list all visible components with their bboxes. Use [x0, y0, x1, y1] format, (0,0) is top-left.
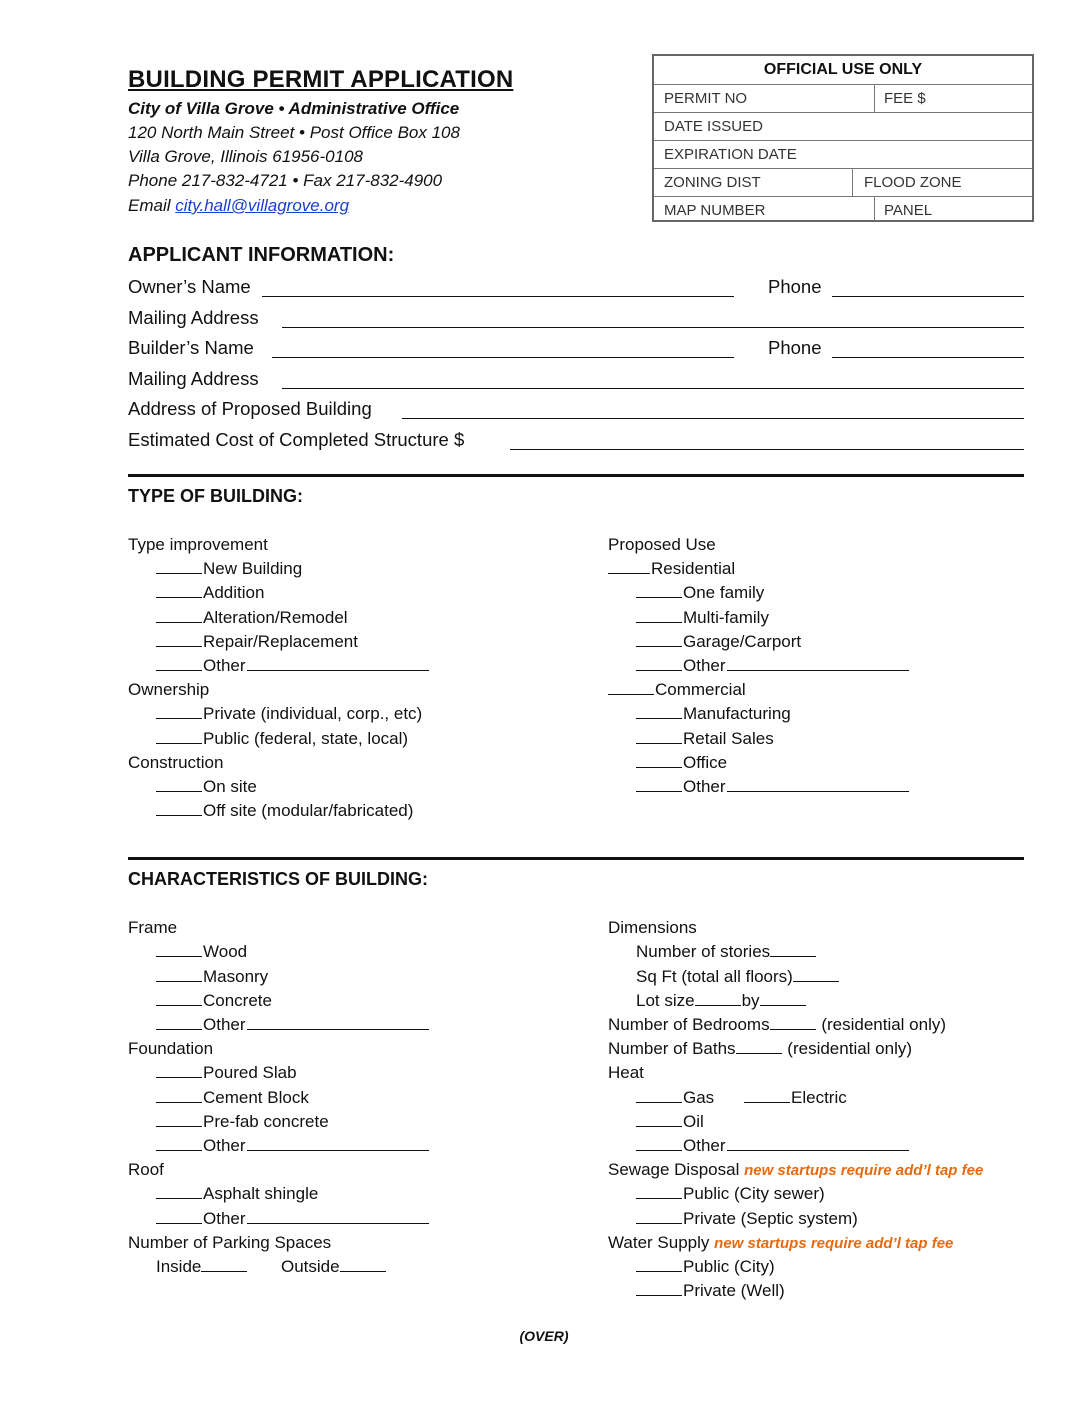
type-improvement-label: Type improvement	[128, 535, 268, 554]
section-divider	[128, 474, 1024, 477]
option-type-other[interactable]: Other	[156, 656, 430, 676]
section-divider	[128, 857, 1024, 860]
owner-phone-label: Phone	[768, 276, 822, 297]
option-heat-other[interactable]: Other	[636, 1136, 910, 1156]
page-title: BUILDING PERMIT APPLICATION	[128, 66, 514, 93]
sewage-tap-fee-note: new startups require add’l tap fee	[744, 1162, 984, 1179]
option-commercial-other[interactable]: Other	[636, 777, 910, 797]
official-use-box	[652, 54, 1034, 222]
option-frame-other[interactable]: Other	[156, 1015, 430, 1035]
water-label: Water Supply new startups require add’l tap fee	[608, 1233, 954, 1252]
heat-label: Heat	[608, 1063, 644, 1082]
proposed-address-label: Address of Proposed Building	[128, 398, 372, 419]
sqft-field[interactable]: Sq Ft (total all floors)	[636, 967, 840, 987]
baths-field[interactable]: Number of Baths (residential only)	[608, 1039, 913, 1058]
option-roof-other[interactable]: Other	[156, 1209, 430, 1229]
option-office[interactable]: Office	[636, 753, 727, 773]
option-oil[interactable]: Oil	[636, 1112, 704, 1132]
option-commercial[interactable]: Commercial	[608, 680, 746, 700]
org-name: City of Villa Grove • Administrative Office	[128, 99, 460, 118]
proposed-address-field[interactable]	[402, 418, 1024, 419]
option-residential-other[interactable]: Other	[636, 656, 910, 676]
applicant-heading: APPLICANT INFORMATION:	[128, 244, 395, 266]
date-issued-label: DATE ISSUED	[664, 118, 763, 135]
option-private-septic[interactable]: Private (Septic system)	[636, 1209, 858, 1229]
stories-field[interactable]: Number of stories	[636, 942, 817, 962]
option-public[interactable]: Public (federal, state, local)	[156, 729, 408, 749]
builder-phone-field[interactable]	[832, 357, 1024, 358]
option-foundation-other[interactable]: Other	[156, 1136, 430, 1156]
option-asphalt[interactable]: Asphalt shingle	[156, 1184, 318, 1204]
zoning-dist-label: ZONING DIST	[664, 174, 761, 191]
permit-no-label: PERMIT NO	[664, 90, 748, 107]
option-multi-family[interactable]: Multi-family	[636, 608, 769, 628]
parking-label: Number of Parking Spaces	[128, 1233, 332, 1252]
option-prefab[interactable]: Pre-fab concrete	[156, 1112, 329, 1132]
option-private-well[interactable]: Private (Well)	[636, 1281, 785, 1301]
parking-inside-field[interactable]: Inside	[156, 1257, 248, 1277]
builder-name-field[interactable]	[272, 357, 734, 358]
fee-label: FEE $	[884, 90, 926, 107]
type-heading: TYPE OF BUILDING:	[128, 486, 303, 506]
street-address: 120 North Main Street • Post Office Box 108	[128, 123, 460, 142]
builder-mailing-field[interactable]	[282, 388, 1024, 389]
roof-label: Roof	[128, 1160, 164, 1179]
parking-outside-field[interactable]: Outside	[281, 1257, 387, 1277]
option-repair[interactable]: Repair/Replacement	[156, 632, 358, 652]
city-state-zip: Villa Grove, Illinois 61956-0108	[128, 147, 363, 166]
construction-label: Construction	[128, 753, 224, 772]
option-public-city[interactable]: Public (City)	[636, 1257, 775, 1277]
proposed-use-label: Proposed Use	[608, 535, 716, 554]
water-tap-fee-note: new startups require add’l tap fee	[714, 1235, 954, 1252]
flood-zone-label: FLOOD ZONE	[864, 174, 962, 191]
estimated-cost-field[interactable]	[510, 449, 1024, 450]
option-concrete[interactable]: Concrete	[156, 991, 272, 1011]
option-alteration[interactable]: Alteration/Remodel	[156, 608, 348, 628]
option-new-building[interactable]: New Building	[156, 559, 302, 579]
option-cement-block[interactable]: Cement Block	[156, 1088, 309, 1108]
owner-name-field[interactable]	[262, 296, 734, 297]
option-retail[interactable]: Retail Sales	[636, 729, 774, 749]
foundation-label: Foundation	[128, 1039, 214, 1058]
owner-mailing-label: Mailing Address	[128, 307, 259, 328]
builder-mailing-label: Mailing Address	[128, 368, 259, 389]
option-electric[interactable]: Electric	[744, 1088, 847, 1108]
option-masonry[interactable]: Masonry	[156, 967, 268, 987]
option-gas[interactable]: Gas	[636, 1088, 714, 1108]
map-number-label: MAP NUMBER	[664, 202, 766, 219]
dimensions-label: Dimensions	[608, 918, 697, 937]
option-manufacturing[interactable]: Manufacturing	[636, 704, 791, 724]
expiration-date-label: EXPIRATION DATE	[664, 146, 797, 163]
owner-mailing-field[interactable]	[282, 327, 1024, 328]
option-wood[interactable]: Wood	[156, 942, 247, 962]
frame-label: Frame	[128, 918, 178, 937]
option-one-family[interactable]: One family	[636, 583, 764, 603]
email-line	[128, 196, 349, 216]
option-addition[interactable]: Addition	[156, 583, 264, 603]
email-link[interactable]: city.hall@villagrove.org	[175, 196, 350, 215]
panel-label: PANEL	[884, 202, 933, 219]
owner-phone-field[interactable]	[832, 296, 1024, 297]
builder-name-label: Builder’s Name	[128, 337, 254, 358]
estimated-cost-label: Estimated Cost of Completed Structure $	[128, 429, 465, 450]
ownership-label: Ownership	[128, 680, 210, 699]
official-use-title: OFFICIAL USE ONLY	[763, 61, 923, 78]
phone-fax: Phone 217-832-4721 • Fax 217-832-4900	[128, 171, 443, 190]
characteristics-heading: CHARACTERISTICS OF BUILDING:	[128, 869, 428, 889]
email-label: Email	[128, 196, 171, 215]
option-residential[interactable]: Residential	[608, 559, 735, 579]
option-private[interactable]: Private (individual, corp., etc)	[156, 704, 422, 724]
bedrooms-field[interactable]: Number of Bedrooms (residential only)	[608, 1015, 947, 1034]
option-poured-slab[interactable]: Poured Slab	[156, 1063, 297, 1083]
option-on-site[interactable]: On site	[156, 777, 257, 797]
option-off-site[interactable]: Off site (modular/fabricated)	[156, 801, 413, 821]
option-public-sewer[interactable]: Public (City sewer)	[636, 1184, 825, 1204]
sewage-label: Sewage Disposal new startups require add’l tap fee	[608, 1160, 984, 1179]
builder-phone-label: Phone	[768, 337, 822, 358]
lot-size-field[interactable]: Lot size by	[636, 991, 807, 1011]
over-note: (OVER)	[519, 1328, 569, 1344]
option-garage[interactable]: Garage/Carport	[636, 632, 801, 652]
owner-name-label: Owner’s Name	[128, 276, 251, 297]
